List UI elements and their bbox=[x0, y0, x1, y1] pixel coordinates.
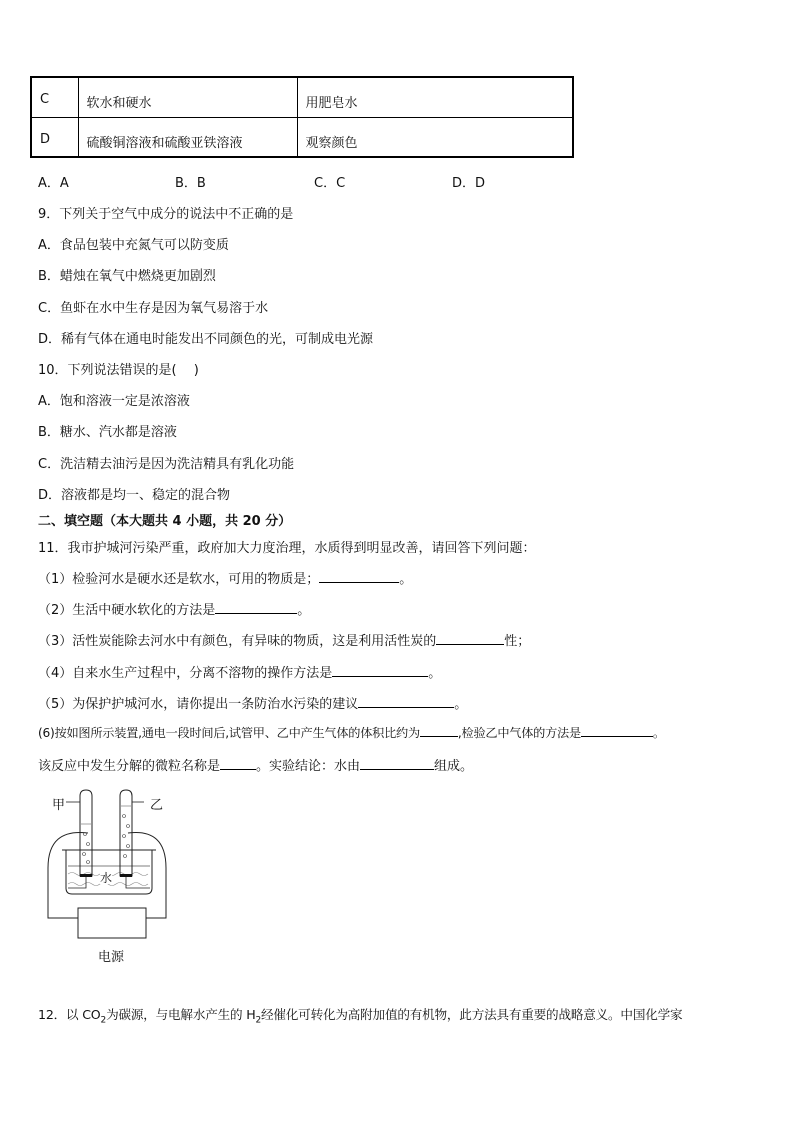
q11-stem: 11．我市护城河污染严重，政府加大力度治理，水质得到明显改善，请回答下列问题： bbox=[38, 541, 536, 556]
q10-option-c: C．洗洁精去油污是因为洗洁精具有乳化功能 bbox=[38, 457, 295, 472]
q10-option-d: D．溶液都是均一、稳定的混合物 bbox=[38, 488, 231, 503]
q10-stem: 10．下列说法错误的是( ) bbox=[38, 363, 199, 378]
answer-blank[interactable] bbox=[220, 757, 256, 770]
q11-part2-text: （2）生活中硬水软化的方法是 bbox=[38, 603, 216, 618]
q11-part7 bbox=[38, 755, 473, 774]
choice-d: D．D bbox=[452, 176, 486, 191]
q11-part4 bbox=[38, 662, 441, 681]
q11-part6 bbox=[38, 724, 665, 741]
q11-part7-text-2: 。实验结论：水由 bbox=[256, 759, 361, 774]
q11-part1 bbox=[38, 568, 412, 587]
table-cell-item: 硫酸铜溶液和硫酸亚铁溶液 bbox=[78, 117, 297, 157]
tube-label-yi: 乙 bbox=[150, 798, 164, 813]
q11-part2-end: 。 bbox=[297, 603, 311, 618]
answer-blank[interactable] bbox=[420, 724, 458, 737]
q11-part7-end: 组成。 bbox=[434, 759, 474, 774]
q11-part4-end: 。 bbox=[428, 666, 442, 681]
q11-part3-text: （3）活性炭能除去河水中有颜色，有异味的物质，这是利用活性炭的 bbox=[38, 634, 437, 649]
q9-option-a: A．食品包装中充氮气可以防变质 bbox=[38, 238, 229, 253]
q11-part2 bbox=[38, 599, 310, 618]
choice-b: B．B bbox=[175, 176, 206, 191]
q12-subscript-2: 2 bbox=[255, 1015, 261, 1026]
q11-part6-text-2: ,检验乙中气体的方法是 bbox=[457, 726, 581, 740]
answer-blank[interactable] bbox=[319, 570, 399, 583]
q9-option-c: C．鱼虾在水中生存是因为氧气易溶于水 bbox=[38, 301, 269, 316]
table-cell-method: 用肥皂水 bbox=[297, 77, 573, 117]
q11-part6-end: 。 bbox=[652, 726, 665, 740]
table-row bbox=[31, 77, 573, 117]
q11-part7-text: 该反应中发生分解的微粒名称是 bbox=[38, 759, 221, 774]
power-supply-label: 电源 bbox=[98, 950, 125, 965]
q11-part3 bbox=[38, 630, 530, 649]
q12-stem bbox=[38, 1004, 682, 1026]
section-title: 二、填空题（本大题共 4 小题，共 20 分） bbox=[38, 514, 292, 529]
q11-part1-end: 。 bbox=[399, 572, 413, 587]
table-cell-method: 观察颜色 bbox=[297, 117, 573, 157]
q11-part3-end: 性； bbox=[504, 634, 531, 649]
answer-blank[interactable] bbox=[360, 757, 434, 770]
q8-choices bbox=[38, 172, 538, 190]
q12-subscript-1: 2 bbox=[100, 1015, 107, 1026]
q11-part4-text: （4）自来水生产过程中，分离不溶物的操作方法是 bbox=[38, 666, 333, 681]
answer-blank[interactable] bbox=[581, 724, 653, 737]
answer-blank[interactable] bbox=[215, 601, 297, 614]
water-label: 水 bbox=[100, 871, 113, 885]
q9-stem: 9．下列关于空气中成分的说法中不正确的是 bbox=[38, 207, 294, 222]
electrolysis-figure bbox=[38, 788, 178, 968]
q9-option-d: D．稀有气体在通电时能发出不同颜色的光，可制成电光源 bbox=[38, 332, 374, 347]
q11-part5 bbox=[38, 693, 467, 712]
q12-text-2: 为碳源，与电解水产生的 H bbox=[106, 1007, 256, 1022]
q10-option-a: A．饱和溶液一定是浓溶液 bbox=[38, 394, 190, 409]
table-cell-label: D bbox=[31, 117, 78, 157]
q12-text-1: 12．以 CO bbox=[38, 1007, 101, 1022]
choice-c: C．C bbox=[314, 176, 346, 191]
table-row bbox=[31, 117, 573, 157]
options-table bbox=[30, 76, 574, 158]
answer-blank[interactable] bbox=[358, 695, 454, 708]
tube-label-jia: 甲 bbox=[52, 798, 66, 813]
q9-option-b: B．蜡烛在氧气中燃烧更加剧烈 bbox=[38, 269, 216, 284]
answer-blank[interactable] bbox=[436, 632, 504, 645]
q11-part5-text: （5）为保护护城河水，请你提出一条防治水污染的建议 bbox=[38, 697, 359, 712]
table-cell-label: C bbox=[31, 77, 78, 117]
q12-text-3: 经催化可转化为高附加值的有机物，此方法具有重要的战略意义。中国化学家 bbox=[261, 1007, 683, 1022]
answer-blank[interactable] bbox=[332, 664, 428, 677]
q10-option-b: B．糖水、汽水都是溶液 bbox=[38, 425, 177, 440]
table-cell-item: 软水和硬水 bbox=[78, 77, 297, 117]
q11-part1-text: （1）检验河水是硬水还是软水，可用的物质是； bbox=[38, 572, 320, 587]
q11-part6-text: (6)按如图所示装置,通电一段时间后,试管甲、乙中产生气体的体积比约为 bbox=[38, 726, 420, 740]
q11-part5-end: 。 bbox=[454, 697, 468, 712]
choice-a: A．A bbox=[38, 176, 69, 191]
